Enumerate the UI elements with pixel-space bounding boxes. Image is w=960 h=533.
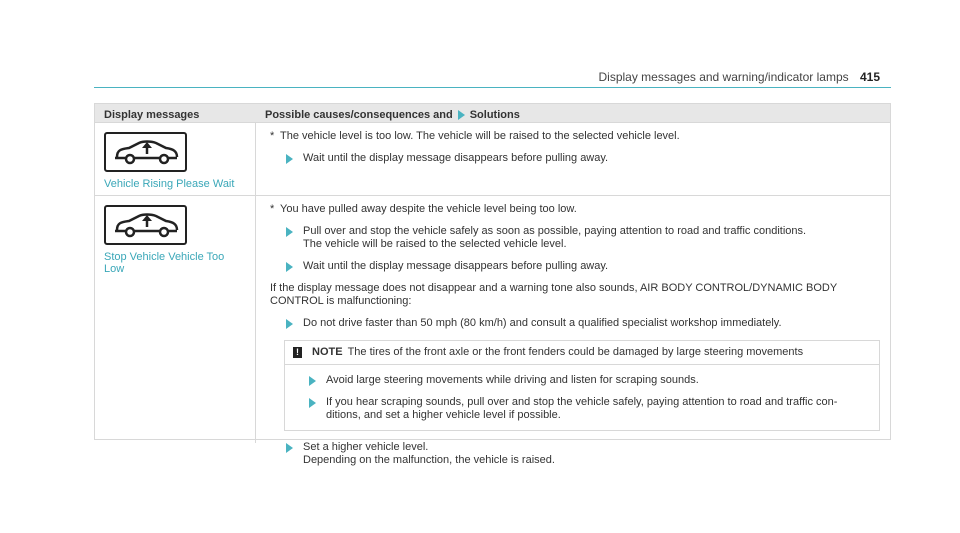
- arrow-right-icon: [286, 154, 293, 164]
- solution-item: [286, 152, 880, 165]
- display-messages-table: [94, 103, 891, 466]
- section-title: Display messages and warning/indicator lamps: [598, 70, 849, 84]
- solution-item: [286, 317, 880, 330]
- arrow-right-icon: [458, 110, 465, 120]
- warning-icon: !: [293, 347, 302, 358]
- condition-line: If the display message does not disappear and a warning tone also sounds, AIR BODY CONTROL/DYNAMIC BODY: [270, 282, 838, 294]
- solution-line: Pull over and stop the vehicle safely as soon as possible, paying attention to road and traffic conditions.: [303, 225, 807, 237]
- condition-line: CONTROL is malfunctioning:: [270, 295, 412, 307]
- note-item-text: [326, 396, 837, 422]
- solution-text: Wait until the display message disappears before pulling away.: [303, 152, 609, 164]
- arrow-right-icon: [309, 376, 316, 386]
- solution-line: Depending on the malfunction, the vehicle is raised.: [303, 454, 555, 466]
- page-number: 415: [859, 70, 880, 84]
- arrow-right-icon: [286, 262, 293, 272]
- solution-text: [303, 441, 555, 467]
- cause-text-value: The vehicle level is too low. The vehicle will be raised to the selected vehicle level.: [280, 130, 680, 142]
- display-message-cell: [95, 196, 256, 443]
- display-message-text: [104, 251, 255, 275]
- note-label: NOTE: [312, 346, 343, 358]
- solution-item: [286, 260, 880, 273]
- solution-text: Wait until the display message disappears before pulling away.: [303, 260, 609, 272]
- arrow-right-icon: [309, 398, 316, 408]
- vehicle-level-raise-icon: [104, 205, 187, 245]
- condition-text: [270, 282, 880, 308]
- solution-text: [303, 225, 806, 251]
- note-item-text: Avoid large steering movements while driving and listen for scraping sounds.: [326, 374, 699, 386]
- asterisk-icon: *: [270, 130, 275, 142]
- solution-line: Set a higher vehicle level.: [303, 441, 429, 453]
- table-header: [95, 104, 890, 122]
- display-message-text: Vehicle Rising Please Wait: [104, 178, 235, 190]
- header-causes-solutions: [256, 104, 890, 122]
- display-message-cell: [95, 123, 256, 195]
- header-causes-label: Possible causes/consequences and: [265, 109, 453, 121]
- solution-line: The vehicle will be raised to the selected vehicle level.: [303, 238, 567, 250]
- table-row: [95, 195, 890, 466]
- solution-text: Do not drive faster than 50 mph (80 km/h) and consult a qualified specialist workshop immediately.: [303, 317, 782, 329]
- note-header: [285, 341, 879, 365]
- cause-text-value: You have pulled away despite the vehicle level being too low.: [280, 203, 577, 215]
- header-solutions-label: Solutions: [469, 109, 520, 121]
- vehicle-level-raise-icon: [104, 132, 187, 172]
- arrow-right-icon: [286, 319, 293, 329]
- page-header: [599, 70, 881, 84]
- causes-solutions-cell: [256, 196, 890, 466]
- note-item: [309, 396, 879, 422]
- header-display-messages: Display messages: [104, 109, 200, 121]
- note-body: [285, 374, 879, 430]
- note-item: [309, 374, 879, 387]
- display-message-line: Low: [104, 263, 125, 275]
- note-text: The tires of the front axle or the front fenders could be damaged by large steering movements: [347, 346, 804, 358]
- note-item-line: If you hear scraping sounds, pull over and stop the vehicle safely, paying attention to road and traffic con-: [326, 396, 838, 408]
- note-item-line: ditions, and set a higher vehicle level if possible.: [326, 409, 561, 421]
- cause-text: [270, 203, 880, 216]
- arrow-right-icon: [286, 227, 293, 237]
- cause-text: [270, 130, 880, 143]
- arrow-right-icon: [286, 443, 293, 453]
- asterisk-icon: *: [270, 203, 275, 215]
- table-row: [95, 122, 890, 195]
- solution-item: [286, 441, 880, 467]
- causes-solutions-cell: [256, 123, 890, 195]
- header-rule: [94, 87, 891, 88]
- display-message-line: Stop Vehicle Vehicle Too: [104, 251, 225, 263]
- note-box: [284, 340, 880, 431]
- solution-item: [286, 225, 880, 251]
